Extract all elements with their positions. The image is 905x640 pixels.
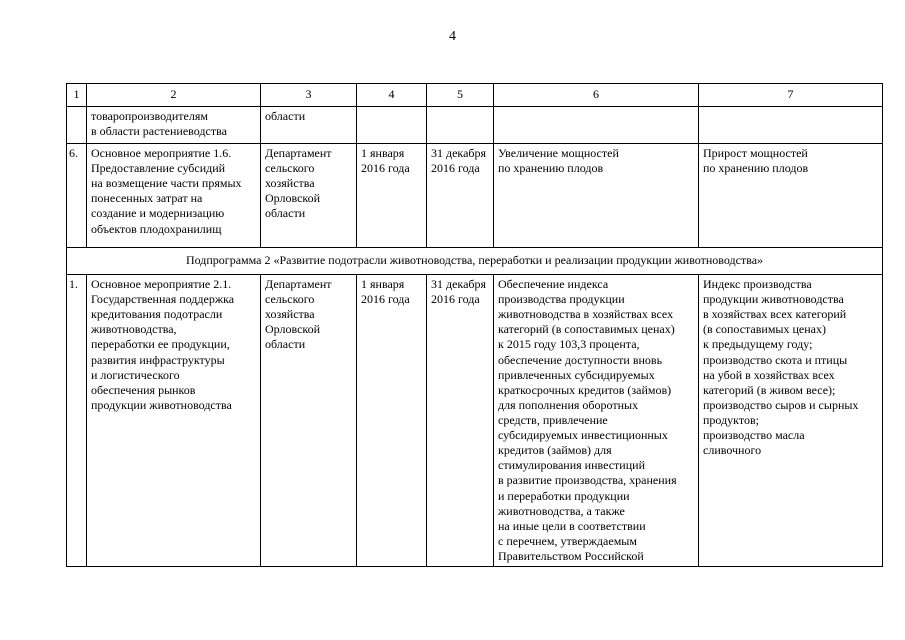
table-row xyxy=(67,144,883,248)
row-number: 1. xyxy=(67,275,87,567)
end-date: 31 декабря 2016 года xyxy=(427,144,494,248)
start-date: 1 января 2016 года xyxy=(357,275,427,567)
event-name: Основное мероприятие 1.6. Предоставление субсидий на возмещение части прямых понесенных затрат на создание и модернизацию объектов плодохранилищ xyxy=(87,144,261,248)
table-row xyxy=(67,275,883,567)
row-number xyxy=(67,107,87,144)
column-number-7: 7 xyxy=(699,84,883,107)
column-number-2: 2 xyxy=(87,84,261,107)
target-indicator: Индекс производства продукции животноводства в хозяйствах всех категорий (в сопоставимых ценах) к предыдущему году; производство скота и птицы на убой в хозяйствах всех категорий (в живом весе); производство сыров и сырных продуктов; производство масла сливочного xyxy=(699,275,883,567)
column-number-6: 6 xyxy=(494,84,699,107)
table-header-row xyxy=(67,84,883,107)
subprogram-title: Подпрограмма 2 «Развитие подотрасли животноводства, переработки и реализации продукции животноводства» xyxy=(67,248,883,275)
subprogram-row xyxy=(67,248,883,275)
executor: Департамент сельского хозяйства Орловской области xyxy=(261,144,357,248)
executor: Департамент сельского хозяйства Орловской области xyxy=(261,275,357,567)
target-indicator: Прирост мощностей по хранению плодов xyxy=(699,144,883,248)
end-date: 31 декабря 2016 года xyxy=(427,275,494,567)
table-row xyxy=(67,107,883,144)
expected-result: Обеспечение индекса производства продукции животноводства в хозяйствах всех категорий (в сопоставимых ценах) к 2015 году 103,3 процента, обеспечение доступности вновь привлеченных субсидируемых краткосрочных кредитов (займов) для пополнения оборотных средств, привлечение субсидируемых инвестиционных кредитов (займов) для стимулирования инвестиций в развитие производства, хранения и переработки продукции животноводства, а также на иные цели в соответствии с перечнем, утверждаемым Правительством Российской xyxy=(494,275,699,567)
start-date: 1 января 2016 года xyxy=(357,144,427,248)
start-date xyxy=(357,107,427,144)
column-number-3: 3 xyxy=(261,84,357,107)
event-name: Основное мероприятие 2.1. Государственная поддержка кредитования подотрасли животноводства, переработки ее продукции, развития инфраструктуры и логистического обеспечения рынков продукции животноводства xyxy=(87,275,261,567)
column-number-5: 5 xyxy=(427,84,494,107)
activities-table xyxy=(66,83,883,567)
expected-result: Увеличение мощностей по хранению плодов xyxy=(494,144,699,248)
column-number-1: 1 xyxy=(67,84,87,107)
expected-result xyxy=(494,107,699,144)
executor: области xyxy=(261,107,357,144)
end-date xyxy=(427,107,494,144)
row-number: 6. xyxy=(67,144,87,248)
page-number: 4 xyxy=(449,29,456,44)
event-name: товаропроизводителям в области растениеводства xyxy=(87,107,261,144)
target-indicator xyxy=(699,107,883,144)
column-number-4: 4 xyxy=(357,84,427,107)
